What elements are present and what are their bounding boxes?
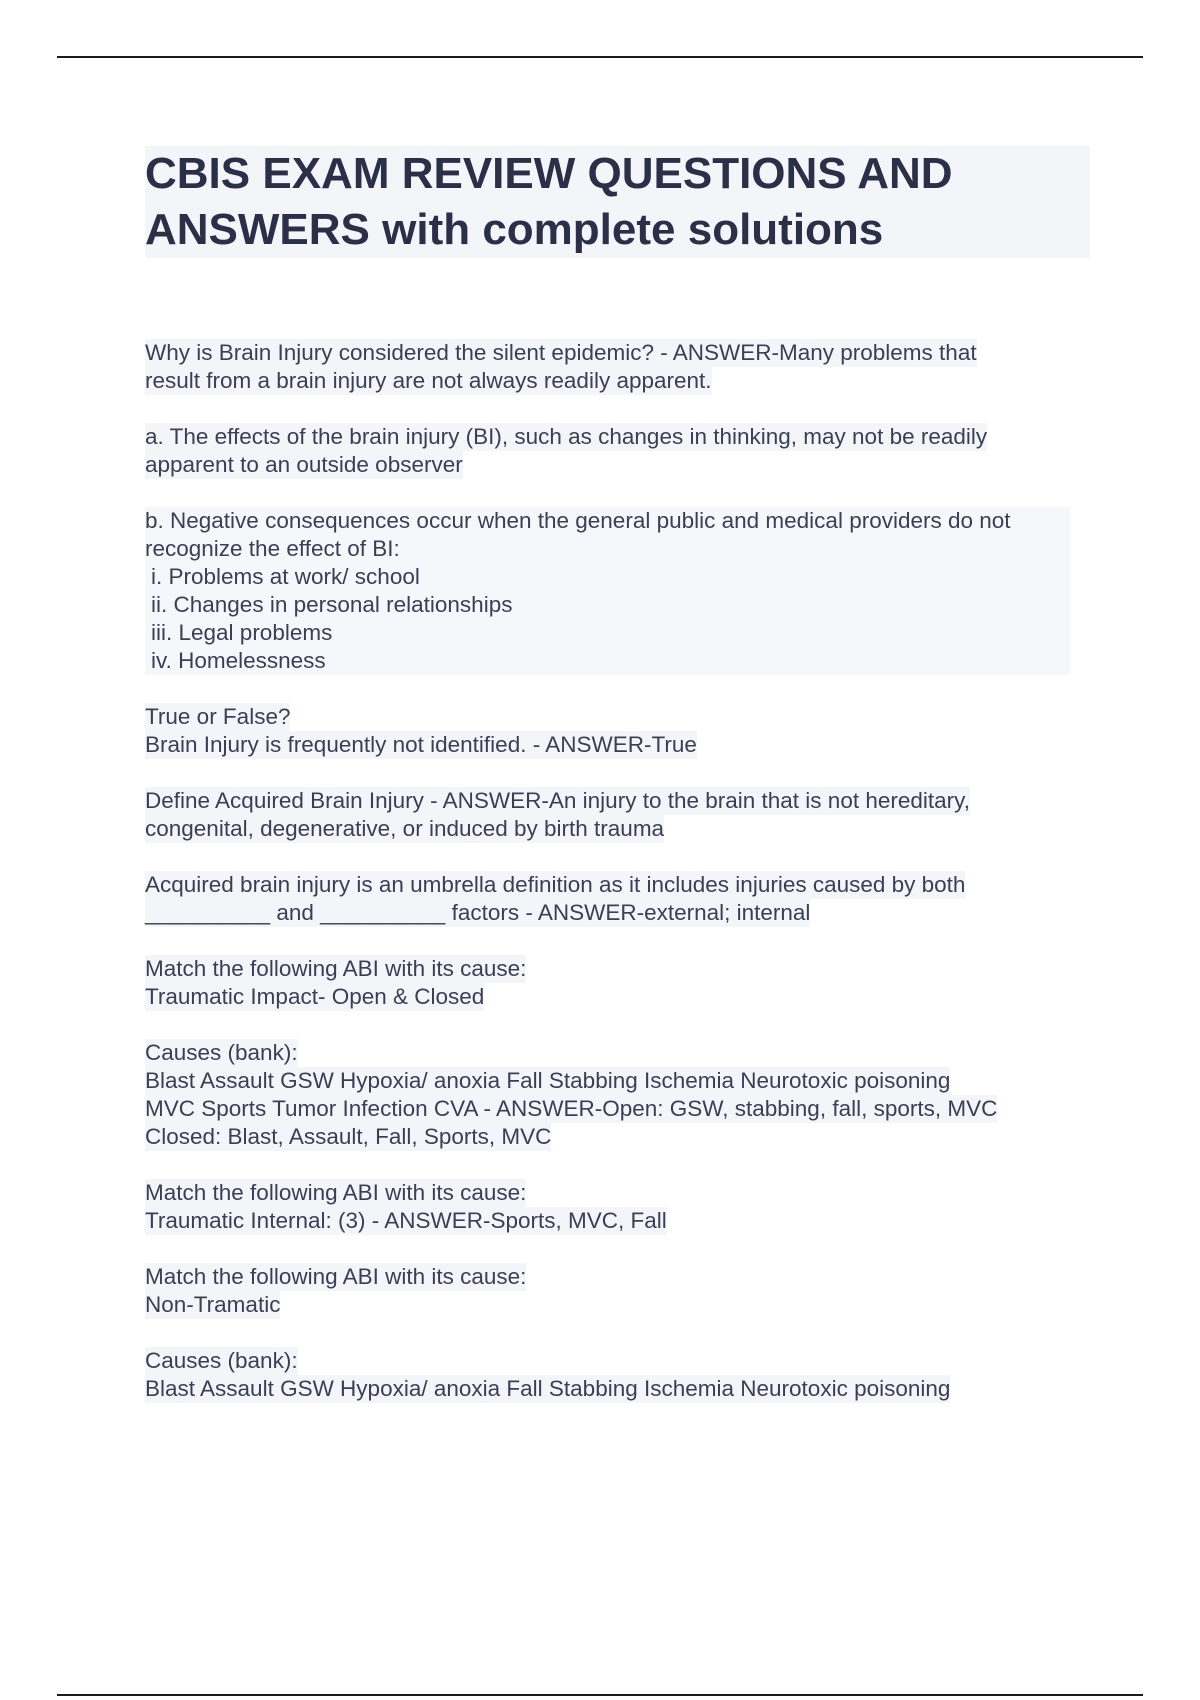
question-true-false bbox=[145, 703, 1090, 759]
causes-bank-1 bbox=[145, 1039, 1090, 1151]
list-item: iii. Legal problems bbox=[151, 620, 333, 645]
title-line-2: ANSWERS with complete solutions bbox=[145, 205, 884, 254]
list-item: ii. Changes in personal relationships bbox=[151, 592, 513, 617]
answer-part-b bbox=[145, 507, 1070, 675]
document-title bbox=[145, 146, 1090, 258]
text-line: Blast Assault GSW Hypoxia/ anoxia Fall Stabbing Ischemia Neurotoxic poisoning bbox=[145, 1376, 951, 1401]
question-traumatic-internal bbox=[145, 1179, 1090, 1235]
text-line: Traumatic Impact- Open & Closed bbox=[145, 984, 485, 1009]
text-line: recognize the effect of BI: bbox=[145, 536, 400, 561]
text-line: result from a brain injury are not always readily apparent. bbox=[145, 368, 712, 393]
text-line: Traumatic Internal: (3) - ANSWER-Sports, MVC, Fall bbox=[145, 1208, 667, 1233]
text-line: Closed: Blast, Assault, Fall, Sports, MVC bbox=[145, 1124, 552, 1149]
text-line: Acquired brain injury is an umbrella definition as it includes injuries caused by both bbox=[145, 872, 966, 897]
question-silent-epidemic bbox=[145, 339, 1090, 395]
text-line: Match the following ABI with its cause: bbox=[145, 1264, 527, 1289]
bottom-rule bbox=[57, 1694, 1143, 1696]
text-line: Blast Assault GSW Hypoxia/ anoxia Fall Stabbing Ischemia Neurotoxic poisoning bbox=[145, 1068, 951, 1093]
list-item: iv. Homelessness bbox=[151, 648, 326, 673]
question-traumatic-impact bbox=[145, 955, 1090, 1011]
top-rule bbox=[57, 56, 1143, 58]
answer-part-a bbox=[145, 423, 1090, 479]
text-line: Define Acquired Brain Injury - ANSWER-An injury to the brain that is not hereditary, bbox=[145, 788, 970, 813]
question-umbrella-definition bbox=[145, 871, 1090, 927]
text-line: apparent to an outside observer bbox=[145, 452, 463, 477]
list-item: i. Problems at work/ school bbox=[151, 564, 420, 589]
text-line: Match the following ABI with its cause: bbox=[145, 956, 527, 981]
text-line: Why is Brain Injury considered the silent epidemic? - ANSWER-Many problems that bbox=[145, 340, 977, 365]
text-line: congenital, degenerative, or induced by birth trauma bbox=[145, 816, 665, 841]
text-line: MVC Sports Tumor Infection CVA - ANSWER-Open: GSW, stabbing, fall, sports, MVC bbox=[145, 1096, 998, 1121]
text-line: b. Negative consequences occur when the general public and medical providers do not bbox=[145, 508, 1011, 533]
text-line: __________ and __________ factors - ANSWER-external; internal bbox=[145, 900, 811, 925]
text-line: a. The effects of the brain injury (BI), such as changes in thinking, may not be readily bbox=[145, 424, 988, 449]
causes-bank-2 bbox=[145, 1347, 1090, 1403]
question-non-traumatic bbox=[145, 1263, 1090, 1319]
title-line-1: CBIS EXAM REVIEW QUESTIONS AND bbox=[145, 149, 953, 198]
text-line: Causes (bank): bbox=[145, 1040, 298, 1065]
document-body bbox=[145, 339, 1090, 1431]
text-line: Non-Tramatic bbox=[145, 1292, 281, 1317]
text-line: Causes (bank): bbox=[145, 1348, 298, 1373]
text-line: True or False? bbox=[145, 704, 291, 729]
text-line: Brain Injury is frequently not identified. - ANSWER-True bbox=[145, 732, 697, 757]
text-line: Match the following ABI with its cause: bbox=[145, 1180, 527, 1205]
question-define-abi bbox=[145, 787, 1090, 843]
